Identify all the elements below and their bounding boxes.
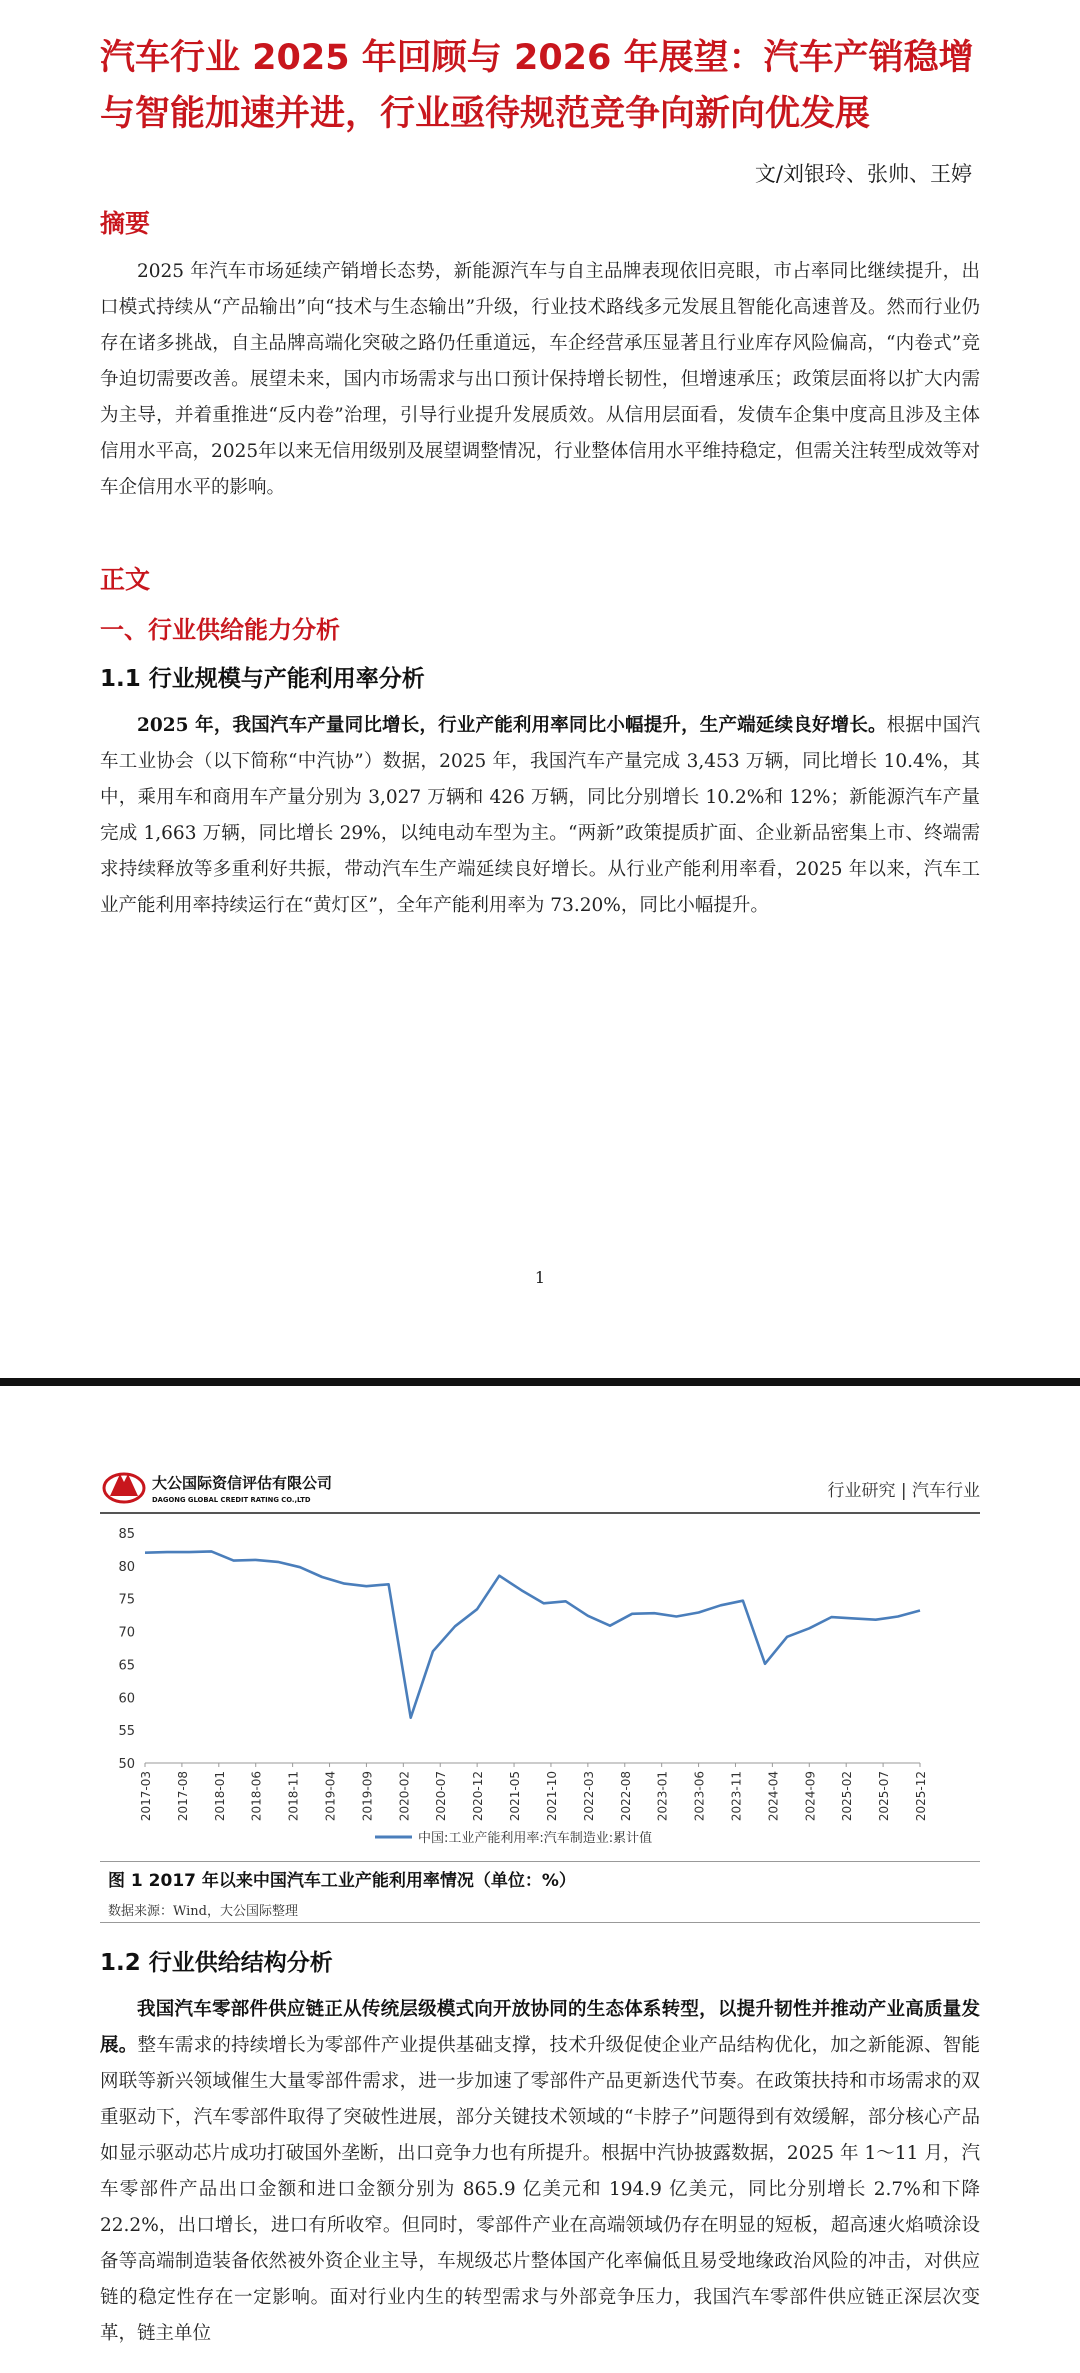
page-separator <box>0 1378 1080 1386</box>
x-tick-label: 2022-03 <box>581 1771 596 1822</box>
figure-source: 数据来源：Wind，大公国际整理 <box>108 1904 298 1919</box>
dagong-logo <box>100 1466 360 1512</box>
section-1-2-paragraph <box>100 1992 980 2352</box>
x-tick-label: 2023-01 <box>655 1771 670 1822</box>
x-tick-label: 2019-04 <box>323 1771 338 1822</box>
header-rule <box>100 1512 980 1514</box>
logo-en-text: DAGONG GLOBAL CREDIT RATING CO.,LTD <box>152 1496 311 1504</box>
y-tick-label: 75 <box>118 1592 135 1608</box>
y-tick-label: 70 <box>118 1625 135 1641</box>
x-tick-label: 2017-03 <box>139 1771 153 1822</box>
subsection-1-2-heading: 1.2 行业供给结构分析 <box>100 1950 333 1976</box>
x-tick-label: 2018-06 <box>249 1771 264 1822</box>
x-tick-label: 2020-02 <box>397 1771 412 1822</box>
x-tick-label: 2023-11 <box>729 1771 744 1822</box>
section-1-2-text: 整车需求的持续增长为零部件产业提供基础支撑，技术升级促使企业产品结构优化，加之新能源、智能网联等新兴领域催生大量零部件需求，进一步加速了零部件产品更新迭代节奏。在政策扶持和市场需求的双重驱动下，汽车零部件取得了突破性进展，部分关键技术领域的“卡脖子”问题得到有效缓解，部分核心产品如显示驱动芯片成功打破国外垄断，出口竞争力也有所提升。根据中汽协披露数据，2025 年 1～11 月，汽车零部件产品出口金额和进口金额分别为 865.9 亿美元和 194.9 亿美元，同比分别增长 2.7%和下降 22.2%，出口增长，进口有所收窄。但同时，零部件产业在高端领域仍存在明显的短板，超高速火焰喷涂设备等高端制造装备依然被外资企业主导，车规级芯片整体国产化率偏低且易受地缘政治风险的冲击，对供应链的稳定性存在一定影响。面对行业内生的转型需求与外部竞争压力，我国汽车零部件供应链正深层次变革，链主单位 <box>100 2035 980 2344</box>
section-1-1-text: 根据中国汽车工业协会（以下简称“中汽协”）数据，2025 年，我国汽车产量完成 3,453 万辆，同比增长 10.4%，其中，乘用车和商用车产量分别为 3,027 万辆和 426 万辆，同比分别增长 10.2%和 12%；新能源汽车产量完成 1,663 万辆，同比增长 29%，以纯电动车型为主。“两新”政策提质扩面、企业新品密集上市、终端需求持续释放等多重利好共振，带动汽车生产端延续良好增长。从行业产能利用率看，2025 年以来，汽车工业产能利用率持续运行在“黄灯区”，全年产能利用率为 73.20%，同比小幅提升。 <box>100 715 980 916</box>
y-tick-label: 60 <box>118 1691 135 1707</box>
capacity-utilization-chart <box>100 1521 980 1861</box>
report-title: 汽车行业 2025 年回顾与 2026 年展望：汽车产销稳增与智能加速并进，行业亟待规范竞争向新向优发展 <box>100 38 974 134</box>
figure-caption: 图 1 2017 年以来中国汽车工业产能利用率情况（单位：%） <box>108 1871 576 1891</box>
x-tick-label: 2022-08 <box>618 1771 633 1822</box>
x-tick-label: 2021-10 <box>544 1771 559 1822</box>
section-1-1-lead: 2025 年，我国汽车产量同比增长，行业产能利用率同比小幅提升，生产端延续良好增长。 <box>137 715 887 736</box>
y-tick-label: 55 <box>118 1724 135 1740</box>
x-tick-label: 2018-01 <box>212 1771 227 1822</box>
x-tick-label: 2021-05 <box>508 1771 523 1822</box>
x-tick-label: 2025-12 <box>914 1771 928 1822</box>
y-tick-label: 50 <box>118 1757 135 1772</box>
x-tick-label: 2024-09 <box>803 1771 818 1822</box>
series-line <box>145 1551 920 1717</box>
body-heading: 正文 <box>100 565 151 594</box>
section-1-1-paragraph <box>100 708 980 924</box>
chart-container <box>100 1521 980 1862</box>
x-tick-label: 2019-09 <box>360 1771 375 1822</box>
y-tick-label: 65 <box>118 1658 135 1674</box>
page-2 <box>0 1386 1080 2373</box>
legend-label: 中国:工业产能利用率:汽车制造业:累计值 <box>418 1831 653 1846</box>
abstract-heading: 摘要 <box>100 209 151 238</box>
figure-rule <box>100 1922 980 1923</box>
authors: 文/刘银玲、张帅、王婷 <box>754 162 972 186</box>
section-1-2-lead: 我国汽车零部件供应链正从传统层级模式向开放协同的生态体系转型，以提升韧性并推动产业高质量发展。 <box>100 1999 980 2056</box>
x-tick-label: 2018-11 <box>286 1771 301 1822</box>
dagong-logo-icon <box>100 1466 360 1512</box>
y-tick-label: 85 <box>118 1527 135 1542</box>
x-tick-label: 2020-12 <box>471 1771 486 1822</box>
x-tick-label: 2020-07 <box>434 1771 449 1822</box>
abstract-paragraph <box>100 254 980 506</box>
x-tick-label: 2024-04 <box>766 1771 781 1822</box>
x-tick-label: 2017-08 <box>175 1771 190 1822</box>
header-category: 行业研究 | 汽车行业 <box>827 1481 980 1501</box>
x-tick-label: 2025-07 <box>877 1771 892 1822</box>
section-1-heading: 一、行业供给能力分析 <box>100 616 340 644</box>
x-tick-label: 2025-02 <box>840 1771 855 1822</box>
page-number: 1 <box>534 1268 546 1287</box>
abstract-text: 2025 年汽车市场延续产销增长态势，新能源汽车与自主品牌表现依旧亮眼，市占率同比继续提升，出口模式持续从“产品输出”向“技术与生态输出”升级，行业技术路线多元发展且智能化高速普及。然而行业仍存在诸多挑战，自主品牌高端化突破之路仍任重道远，车企经营承压显著且行业库存风险偏高，“内卷式”竞争迫切需要改善。展望未来，国内市场需求与出口预计保持增长韧性，但增速承压；政策层面将以扩大内需为主导，并着重推进“反内卷”治理，引导行业提升发展质效。从信用层面看，发债车企集中度高且涉及主体信用水平高，2025年以来无信用级别及展望调整情况，行业整体信用水平维持稳定，但需关注转型成效等对车企信用水平的影响。 <box>100 261 980 498</box>
subsection-1-1-heading: 1.1 行业规模与产能利用率分析 <box>100 666 425 692</box>
x-tick-label: 2023-06 <box>692 1771 707 1822</box>
y-tick-label: 80 <box>118 1559 135 1575</box>
logo-cn-text: 大公国际资信评估有限公司 <box>152 1474 333 1492</box>
